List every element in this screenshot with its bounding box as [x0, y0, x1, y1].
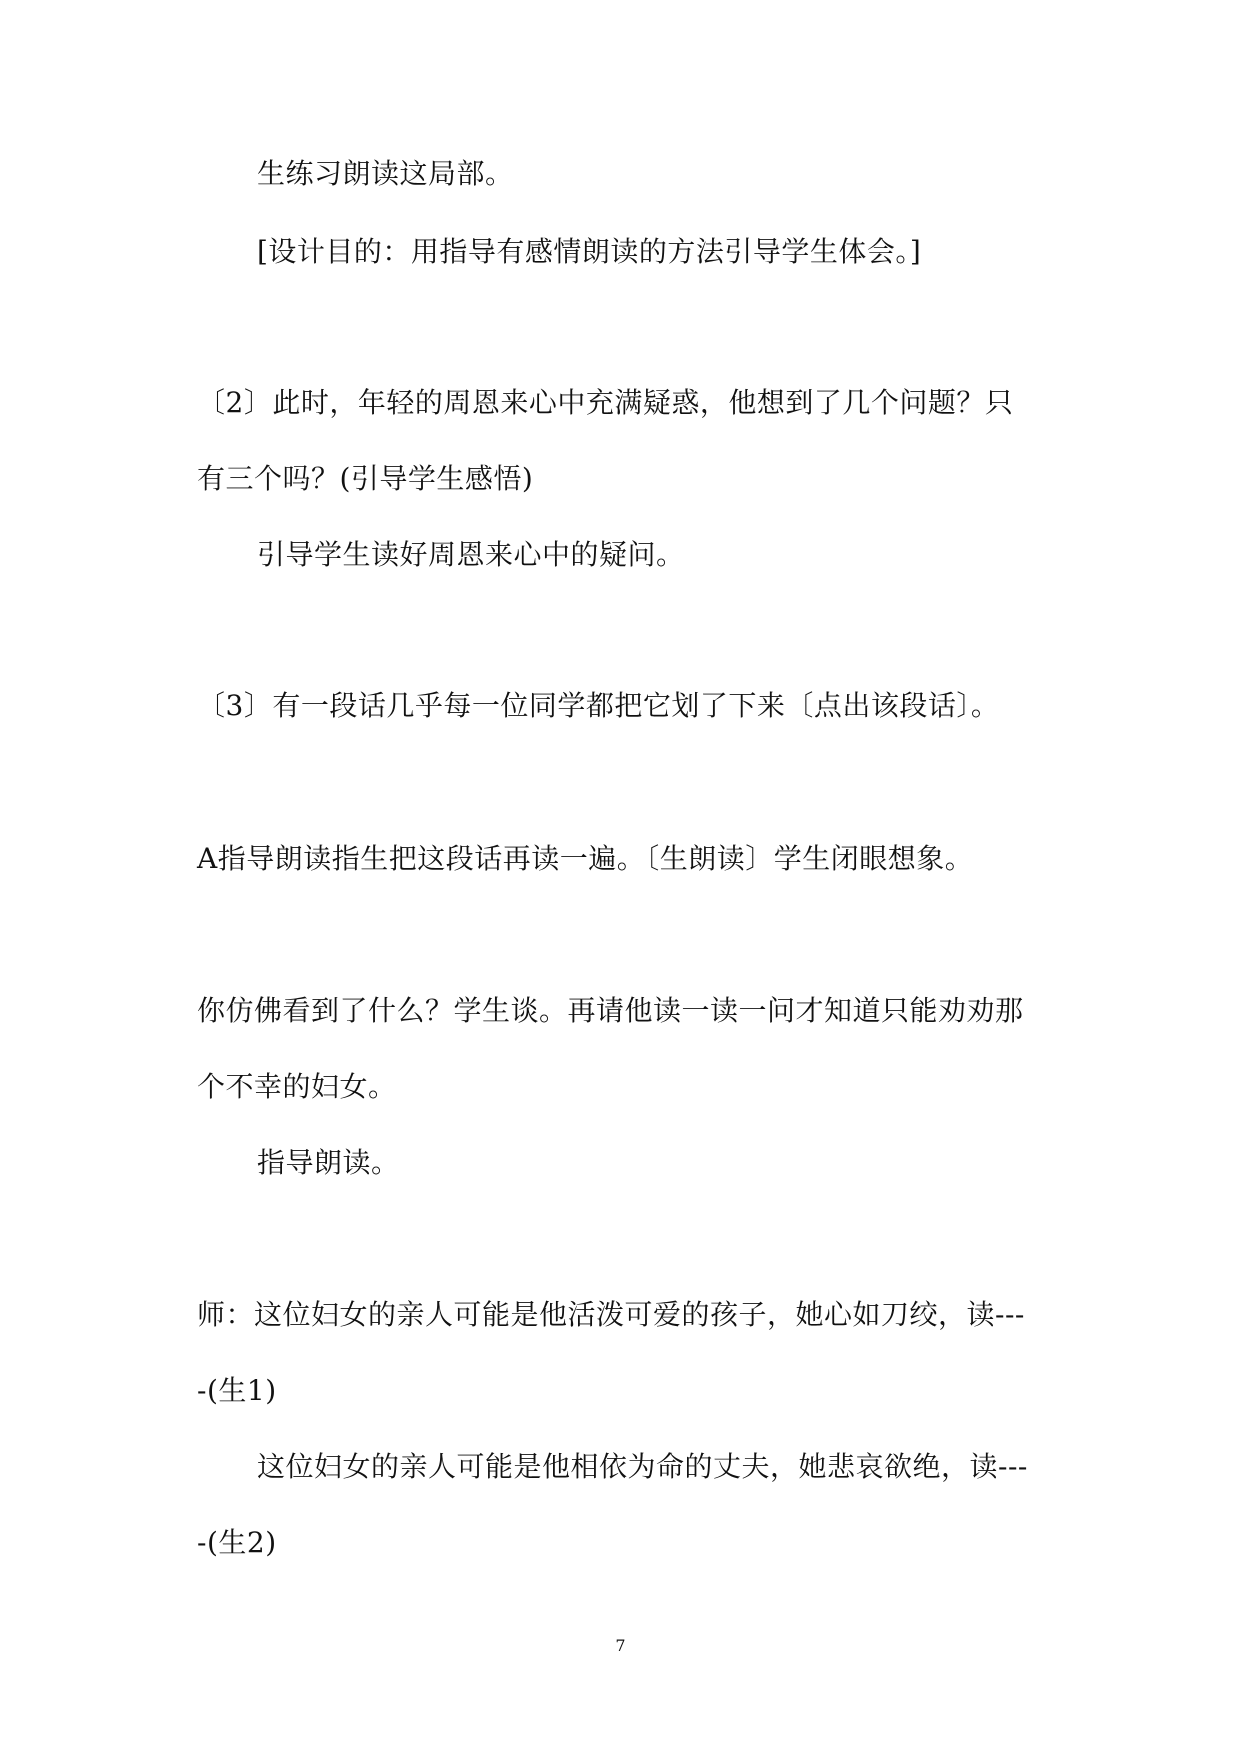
- text-line-question-2: 〔2〕此时，年轻的周恩来心中充满疑惑，他想到了几个问题？只: [197, 386, 1014, 419]
- design-purpose-note: [设计目的：用指导有感情朗读的方法引导学生体会。]: [257, 235, 922, 268]
- text-line-imagine: 你仿佛看到了什么？学生谈。再请他读一读一问才知道只能劝劝那: [197, 994, 1024, 1027]
- text-line-teacher-2: 这位妇女的亲人可能是他相依为命的丈夫，她悲哀欲绝，读---: [257, 1450, 1028, 1483]
- text-line-teacher-2-cont: -(生2): [197, 1526, 277, 1559]
- page-number: 7: [615, 1636, 626, 1655]
- text-line-reading-a: A指导朗读指生把这段话再读一遍。〔生朗读〕学生闭眼想象。: [197, 842, 974, 875]
- text-line-imagine-cont: 个不幸的妇女。: [197, 1070, 397, 1103]
- text-line-teacher-1-cont: -(生1): [197, 1374, 277, 1407]
- text-line-teacher-1: 师：这位妇女的亲人可能是他活泼可爱的孩子，她心如刀绞，读---: [197, 1298, 1025, 1331]
- text-line-guide-questions: 引导学生读好周恩来心中的疑问。: [257, 538, 685, 571]
- text-line-guide-reading: 指导朗读。: [257, 1146, 400, 1179]
- text-line-1: 生练习朗读这局部。: [257, 157, 514, 190]
- text-line-question-2-cont: 有三个吗？(引导学生感悟): [197, 462, 534, 495]
- text-line-question-3: 〔3〕有一段话几乎每一位同学都把它划了下来〔点出该段话〕。: [197, 689, 1000, 722]
